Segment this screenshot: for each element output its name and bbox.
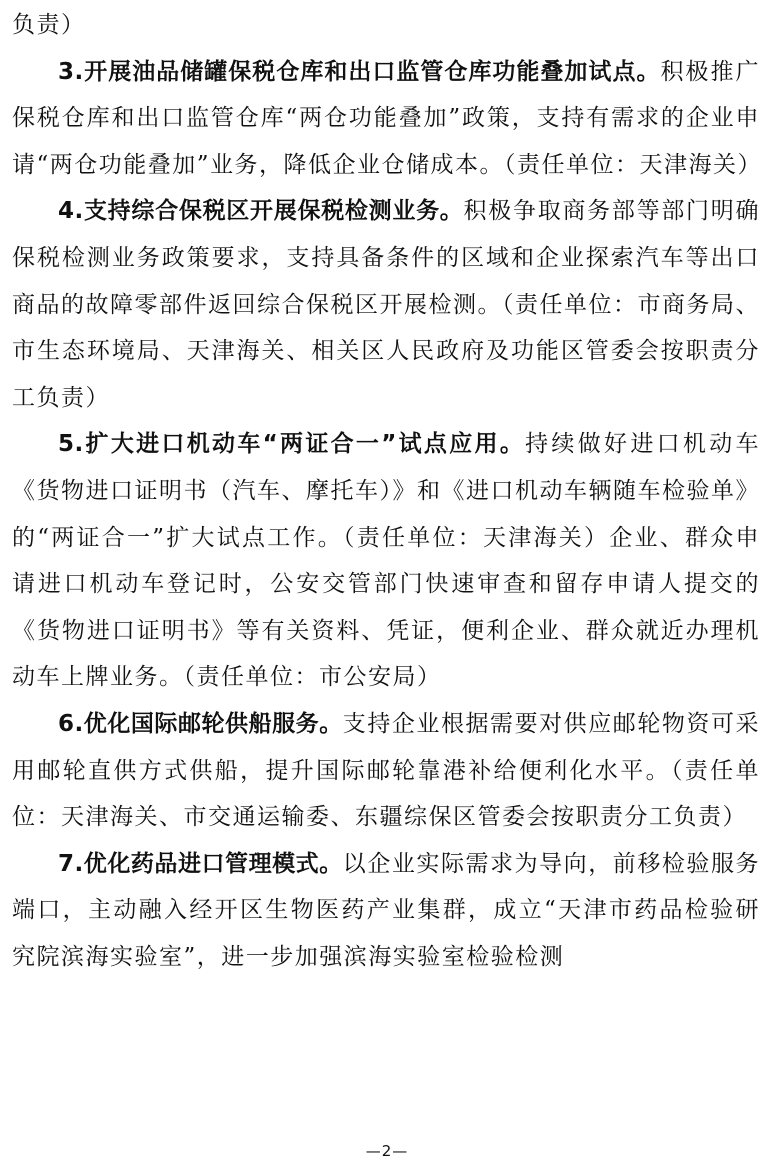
- list-item: [12, 188, 760, 421]
- item-heading: 4.支持综合保税区开展保税检测业务。: [58, 198, 464, 225]
- item-heading: 5.扩大进口机动车“两证合一”试点应用。: [58, 431, 526, 458]
- list-item: [12, 49, 763, 189]
- continuation-paragraph: [12, 2, 760, 49]
- document-body: [12, 2, 763, 980]
- item-body: 以企业实际需求为导向，前移检验服务端口，主动融入经开区生物医药产业集群，成立“天津市药品检验研究院滨海实验室”，进一步加强滨海实验室检验检测: [12, 850, 760, 970]
- item-body: 支持企业根据需要对供应邮轮物资可采用邮轮直供方式供船，提升国际邮轮靠港补给便利化水平。（责任单位：天津海关、市交通运输委、东疆综保区管委会按职责分工负责）: [12, 710, 760, 831]
- item-body: 持续做好进口机动车《货物进口证明书（汽车、摩托车）》和《进口机动车辆随车检验单》的“两证合一”扩大试点工作。（责任单位：天津海关）企业、群众申请进口机动车登记时，公安交管部门快速审查和留存申请人提交的《货物进口证明书》等有关资料、凭证，便利企业、群众就近办理机动车上牌业务。（责任单位：市公安局）: [12, 431, 760, 691]
- page-number: —2—: [365, 1142, 409, 1160]
- item-body: 积极推广保税仓库和出口监管仓库“两仓功能叠加”政策，支持有需求的企业申请“两仓功能叠加”业务，降低企业仓储成本。（责任单位：天津海关）: [12, 58, 763, 178]
- item-heading: 7.优化药品进口管理模式。: [58, 850, 343, 877]
- list-item: [12, 841, 760, 981]
- list-item: [12, 701, 760, 841]
- list-item: [12, 421, 760, 701]
- item-body: 积极争取商务部等部门明确保税检测业务政策要求，支持具备条件的区域和企业探索汽车等出口商品的故障零部件返回综合保税区开展检测。（责任单位：市商务局、市生态环境局、天津海关、相关区人民政府及功能区管委会按职责分工负责）: [12, 198, 761, 411]
- item-heading: 3.开展油品储罐保税仓库和出口监管仓库功能叠加试点。: [58, 58, 661, 85]
- continuation-text: 负责）: [12, 12, 86, 38]
- item-heading: 6.优化国际邮轮供船服务。: [58, 710, 343, 737]
